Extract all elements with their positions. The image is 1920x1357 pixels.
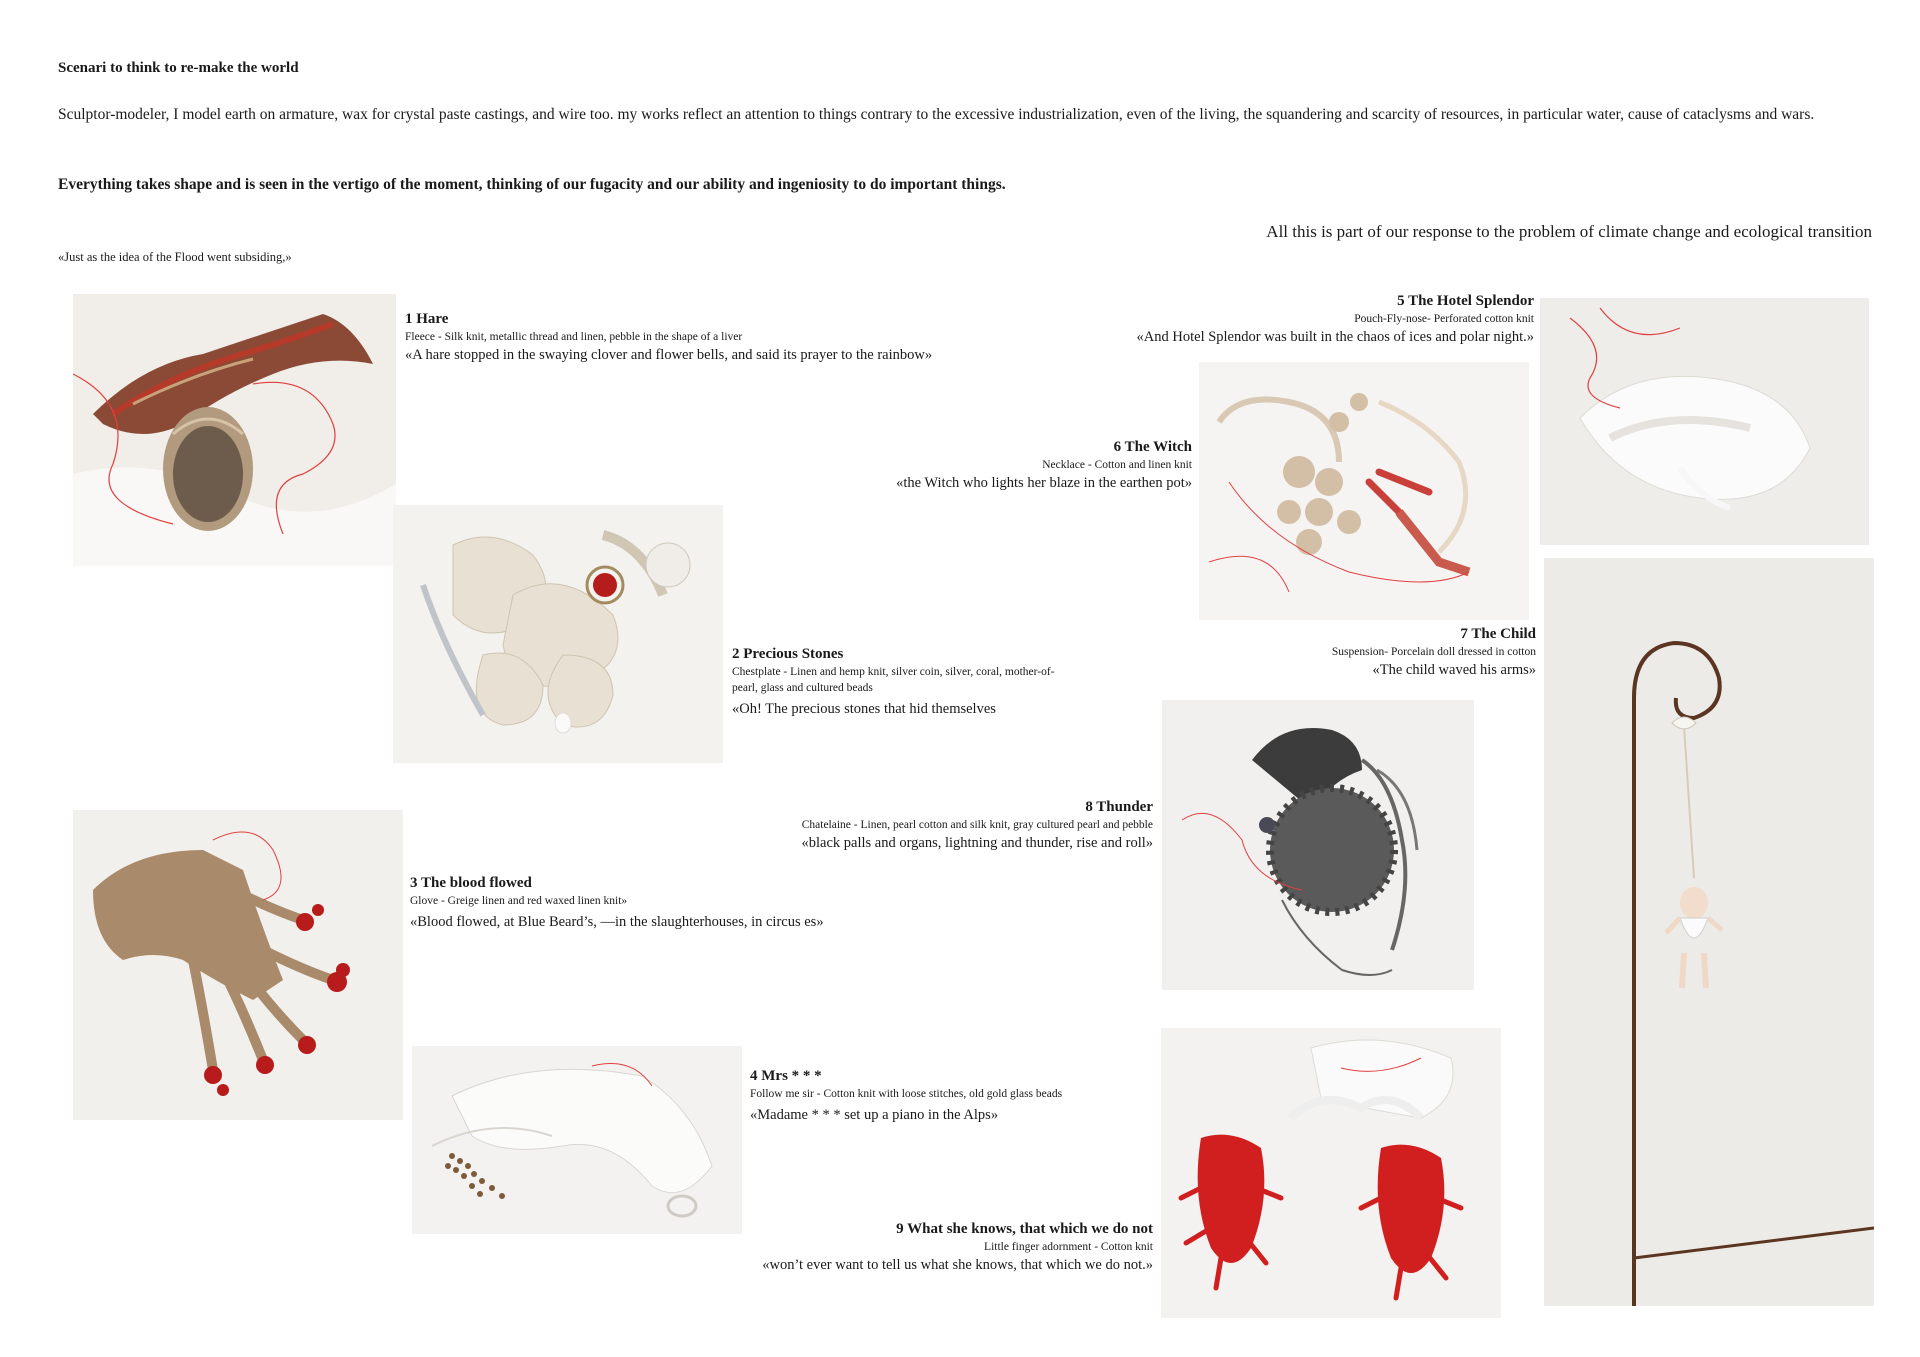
caption-child bbox=[1136, 625, 1536, 680]
work-materials: Little finger adornment - Cotton knit bbox=[984, 1241, 1153, 1253]
work-title: 3 The blood flowed bbox=[410, 875, 532, 891]
work-title: 5 The Hotel Splendor bbox=[1397, 293, 1534, 309]
caption-thunder bbox=[673, 798, 1153, 853]
work-title: 4 Mrs * * * bbox=[750, 1068, 822, 1084]
work-quote: «A hare stopped in the swaying clover and flower bells, and said its prayer to the rainbow» bbox=[405, 347, 933, 363]
statement: Everything takes shape and is seen in the vertigo of the moment, thinking of our fugacity and our ability and ingeniosity to do important things. bbox=[58, 176, 1006, 193]
caption-witch bbox=[712, 438, 1192, 493]
work-materials: Fleece - Silk knit, metallic thread and linen, pebble in the shape of a liver bbox=[405, 331, 743, 343]
photo-witch bbox=[1199, 362, 1529, 620]
photo-mrs bbox=[412, 1046, 742, 1234]
opening-quote: «Just as the idea of the Flood went subsiding,» bbox=[58, 250, 292, 264]
work-quote: «Blood flowed, at Blue Beard’s, —in the slaughterhouses, in circus es» bbox=[410, 914, 824, 930]
caption-hotel-splendor bbox=[974, 292, 1534, 347]
work-materials: Pouch-Fly-nose- Perforated cotton knit bbox=[1354, 313, 1534, 325]
work-title: 7 The Child bbox=[1460, 626, 1536, 642]
work-materials: Chestplate - Linen and hemp knit, silver coin, silver, coral, mother-of-pearl, glass and cultured beads bbox=[732, 666, 1055, 694]
work-materials: Follow me sir - Cotton knit with loose stitches, old gold glass beads bbox=[750, 1088, 1063, 1100]
work-title: 1 Hare bbox=[405, 311, 449, 327]
photo-hare bbox=[73, 294, 396, 566]
work-materials: Necklace - Cotton and linen knit bbox=[1042, 459, 1192, 471]
photo-precious-stones bbox=[393, 505, 723, 763]
work-quote: «the Witch who lights her blaze in the earthen pot» bbox=[896, 475, 1192, 491]
climate-note: All this is part of our response to the problem of climate change and ecological transition bbox=[1266, 222, 1872, 241]
work-quote: «And Hotel Splendor was built in the chaos of ices and polar night.» bbox=[1136, 329, 1534, 345]
photo-child bbox=[1544, 558, 1874, 1306]
work-title: 6 The Witch bbox=[1113, 439, 1192, 455]
work-quote: «Madame * * * set up a piano in the Alps» bbox=[750, 1107, 999, 1123]
photo-what-she-knows bbox=[1161, 1028, 1501, 1318]
photo-thunder bbox=[1162, 700, 1474, 990]
work-title: 2 Precious Stones bbox=[732, 646, 844, 662]
work-materials: Chatelaine - Linen, pearl cotton and silk knit, gray cultured pearl and pebble bbox=[801, 819, 1153, 831]
page-title: Scenari to think to re-make the world bbox=[58, 60, 299, 76]
work-materials: Suspension- Porcelain doll dressed in cotton bbox=[1331, 646, 1536, 658]
caption-what-she-knows bbox=[673, 1220, 1153, 1275]
caption-blood-flowed bbox=[410, 874, 865, 932]
caption-precious-stones bbox=[732, 645, 1062, 719]
work-quote: «black palls and organs, lightning and thunder, rise and roll» bbox=[801, 835, 1153, 851]
work-quote: «The child waved his arms» bbox=[1372, 662, 1536, 678]
caption-mrs bbox=[750, 1067, 1090, 1125]
caption-hare bbox=[405, 310, 1025, 365]
photo-blood-flowed bbox=[73, 810, 403, 1120]
intro-paragraph: Sculptor-modeler, I model earth on armature, wax for crystal paste castings, and wire too. my works reflect an attention to things contrary to the excessive industrialization, even of the living, the squandering and scarcity of resources, in particular water, cause of cataclysms and wars. bbox=[58, 106, 1815, 123]
work-quote: «Oh! The precious stones that hid themselves bbox=[732, 701, 996, 717]
photo-hotel-splendor bbox=[1540, 298, 1869, 545]
work-quote: «won’t ever want to tell us what she knows, that which we do not.» bbox=[762, 1257, 1153, 1273]
work-title: 9 What she knows, that which we do not bbox=[896, 1221, 1153, 1237]
work-title: 8 Thunder bbox=[1085, 799, 1153, 815]
work-materials: Glove - Greige linen and red waxed linen knit» bbox=[410, 895, 628, 907]
